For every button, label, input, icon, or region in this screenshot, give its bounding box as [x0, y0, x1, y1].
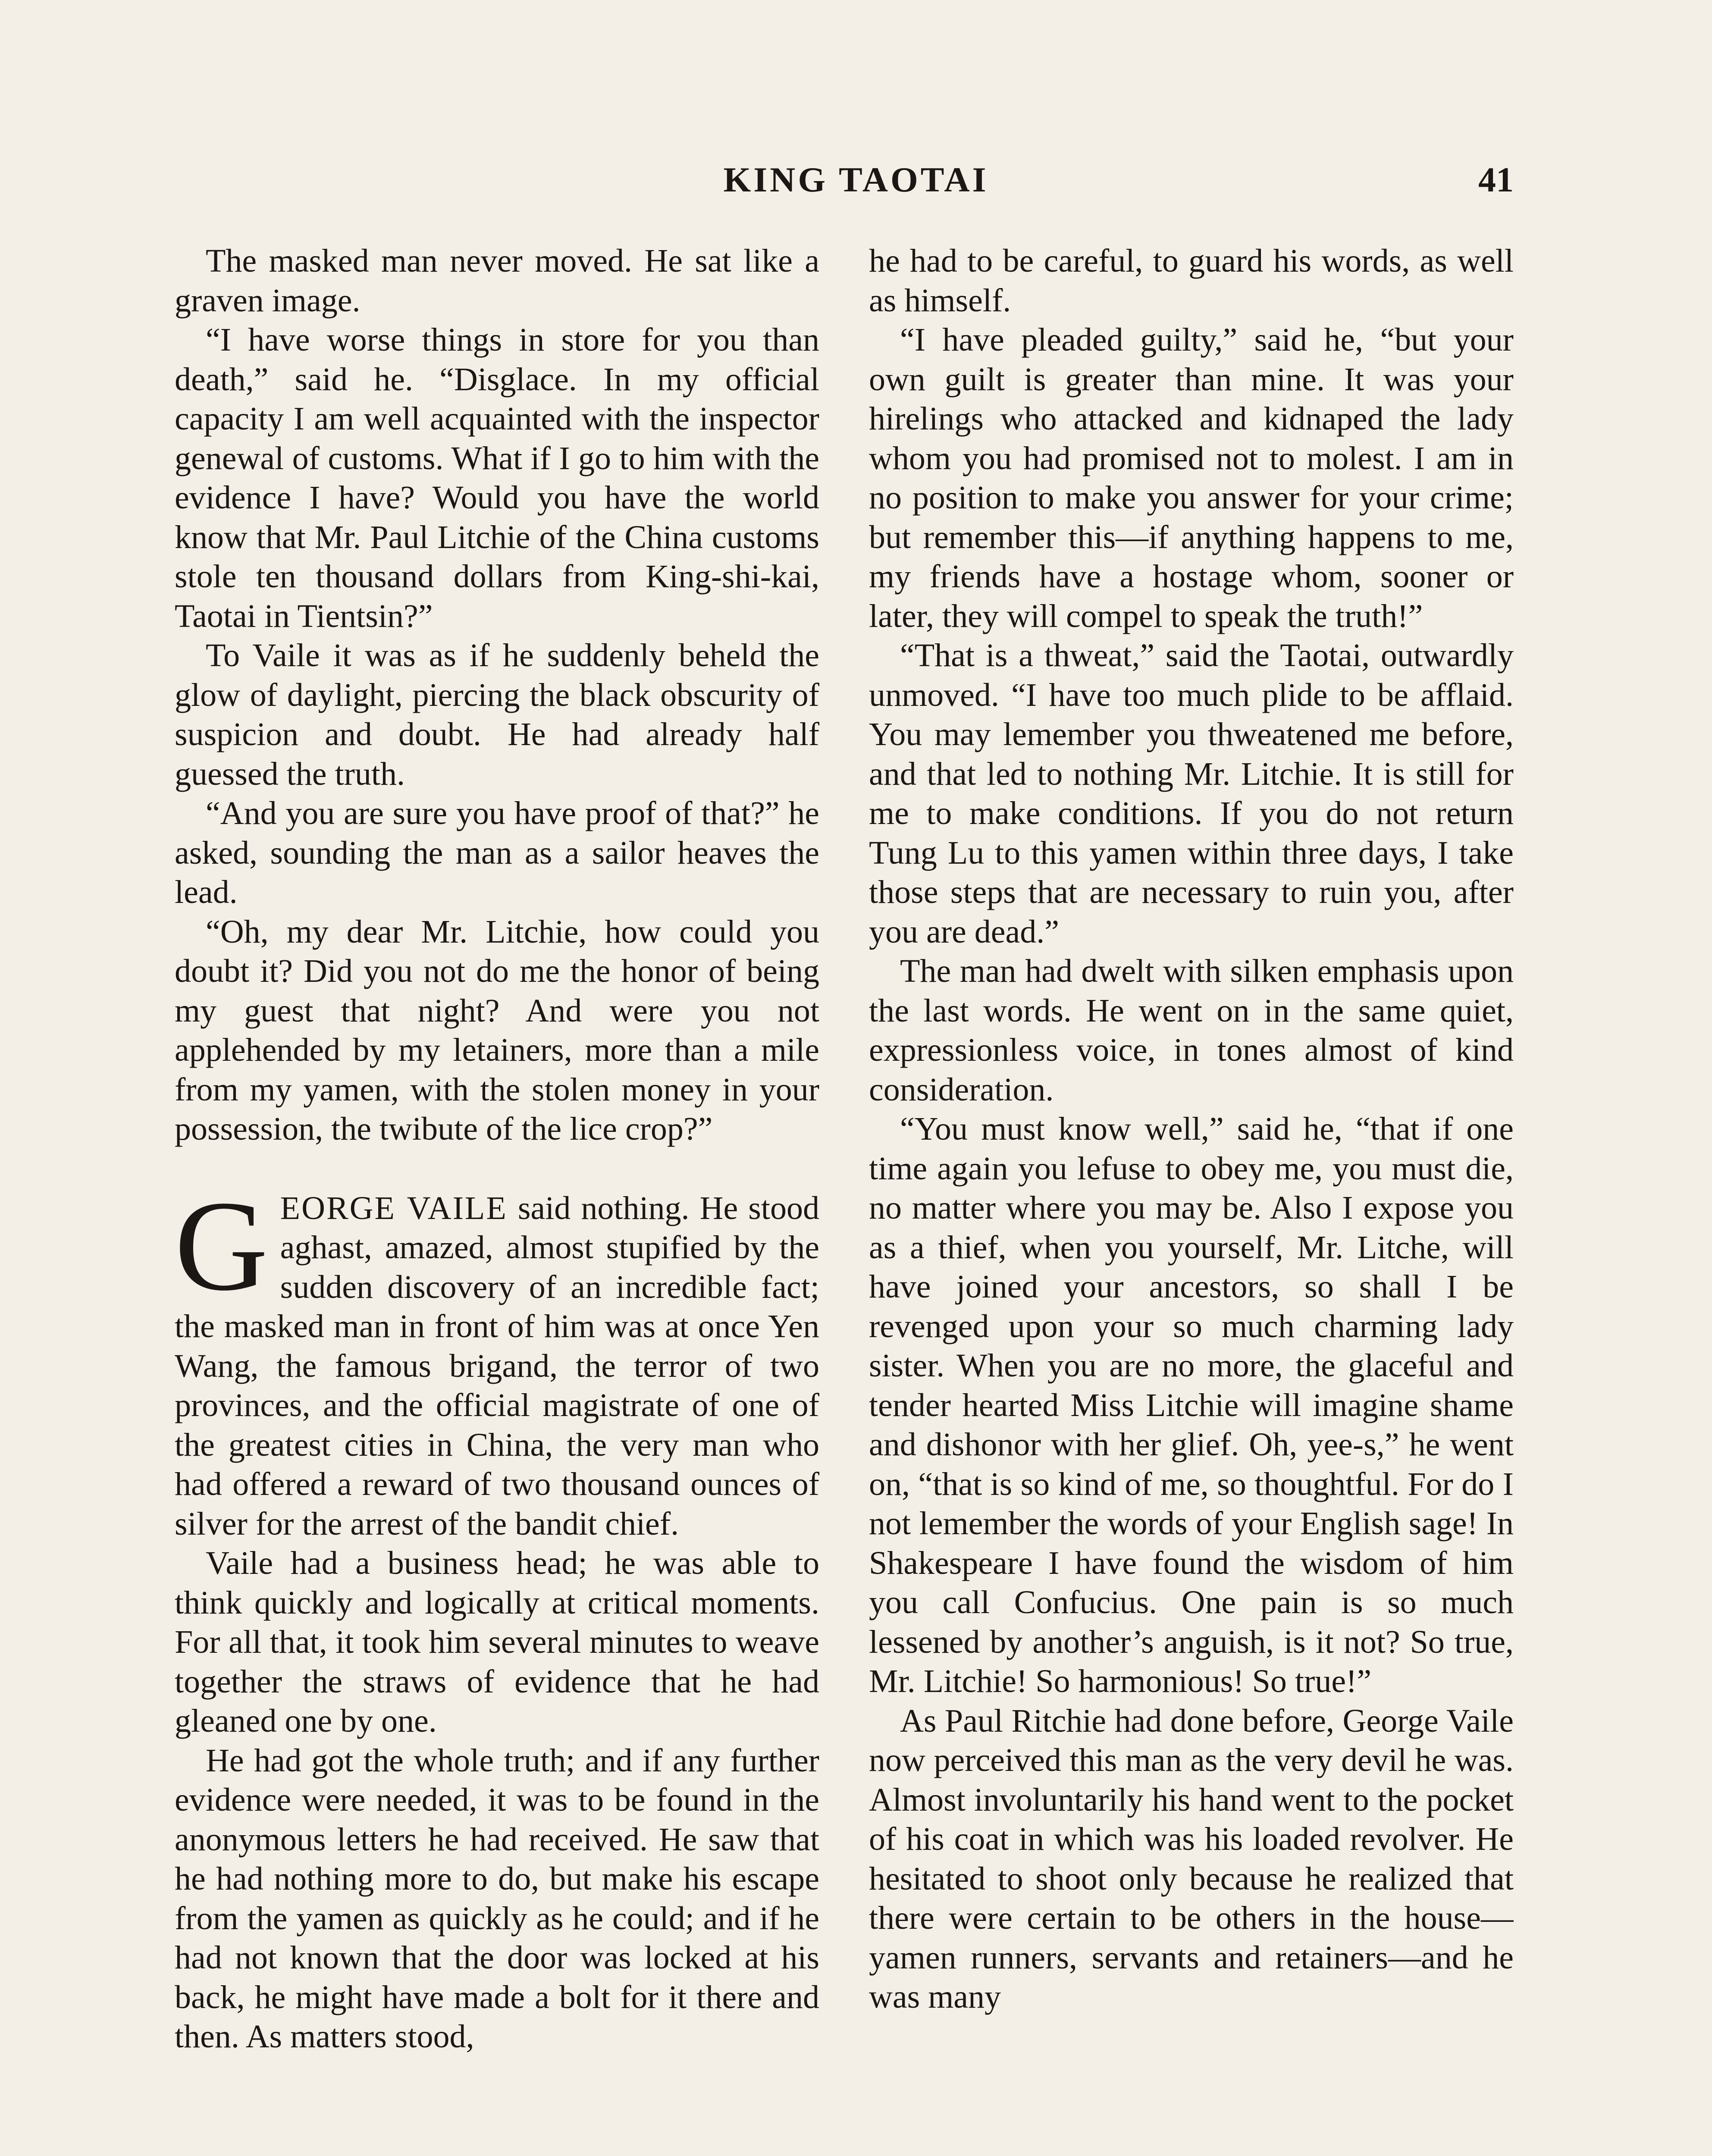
paragraph: To Vaile it was as if he suddenly beheld the glow of daylight, piercing the black obscurity of suspicion and doubt. He had already half guessed the truth. [175, 637, 819, 792]
paragraph: “You must know well,” said he, “that if one time again you lefuse to obey me, you must die, no matter where you may be. Also I expose you as a thief, when you yourself, Mr. Litche, will have joined your ancestors, so shall I be revenged upon your so much charming lady sister. When you are no more, the glaceful and tender hearted Miss Litchie will imagine shame and dishonor with her glief. Oh, yee-s,” he went on, “that is so kind of me, so thoughtful. For do I not lemember the words of your English sage! In Shakespeare I have found the wisdom of him you call Confucius. One pain is so much lessened by another’s anguish, is it not? So true, Mr. Litchie! So harmonious! So true!” [869, 1111, 1514, 1699]
lead-in-text: said nothing. He stood aghast, amazed, almost stupified by the sudden discovery of an incredible fact; the masked man in front of him was at once Yen Wang, the famous brigand, the terror of two provinces, and the official magistrate of one of the greatest cities in China, the very man who had offered a reward of two thousand ounces of silver for the arrest of the bandit chief. [175, 1190, 819, 1542]
running-head [0, 160, 1712, 207]
paragraph: “I have worse things in store for you than death,” said he. “Disglace. In my official capacity I am well acquainted with the inspector genewal of customs. What if I go to him with the evidence I have? Would you have the world know that Mr. Paul Litchie of the China customs stole ten thousand dollars from King-shi-kai, Taotai in Tientsin?” [175, 322, 819, 634]
paragraph: The man had dwelt with silken emphasis upon the last words. He went on in the same quiet, expressionless voice, in tones almost of kind consideration. [869, 953, 1514, 1108]
lead-in-caps: EORGE VAILE [280, 1190, 508, 1226]
running-title: KING TAOTAI [723, 160, 989, 199]
paragraph: “And you are sure you have proof of that?” he asked, sounding the man as a sailor heaves the lead. [175, 795, 819, 910]
paragraph: “That is a thweat,” said the Taotai, outwardly unmoved. “I have too much plide to be afflaid. You may lemember you thweatened me before, and that led to nothing Mr. Litchie. It is still for me to make conditions. If you do not return Tung Lu to this yamen within three days, I take those steps that are necessary to ruin you, after you are dead.” [869, 637, 1514, 950]
paragraph: “Oh, my dear Mr. Litchie, how could you doubt it? Did you not do me the honor of being my guest that night? And were you not applehended by my letainers, more than a mile from my yamen, with the stolen money in your possession, the twibute of the lice crop?” [175, 913, 819, 1147]
paragraph: As Paul Ritchie had done before, George Vaile now perceived this man as the very devil he was. Almost involuntarily his hand went to the pocket of his coat in which was his loaded revolver. He hesitated to shoot only because he realized that there were certain to be others in the house—yamen runners, servants and retainers—and he was many [869, 1702, 1514, 2015]
right-column [869, 241, 1514, 2156]
section-opening-paragraph [175, 1174, 819, 1544]
page-number: 41 [1478, 160, 1514, 199]
paragraph: “I have pleaded guilty,” said he, “but your own guilt is greater than mine. It was your hirelings who attacked and kidnaped the lady whom you had promised not to molest. I am in no position to make you answer for your crime; but remember this—if anything happens to me, my friends have a hostage whom, sooner or later, they will compel to speak the truth!” [869, 322, 1514, 634]
left-column [175, 241, 819, 2156]
paragraph: He had got the whole truth; and if any further evidence were needed, it was to be found in the anonymous letters he had received. He saw that he had nothing more to do, but make his escape from the yamen as quickly as he could; and if he had not known that the door was locked at his back, he might have made a bolt for it there and then. As matters stood, [175, 1742, 819, 2055]
paragraph: Vaile had a business head; he was able to think quickly and logically at critical moments. For all that, it took him several minutes to weave together the straws of evidence that he had gleaned one by one. [175, 1545, 819, 1739]
paragraph: The masked man never moved. He sat like a graven image. [175, 243, 819, 319]
continued-paragraph: he had to be careful, to guard his words, as well as himself. [869, 243, 1514, 319]
drop-cap: G [175, 1174, 268, 1317]
